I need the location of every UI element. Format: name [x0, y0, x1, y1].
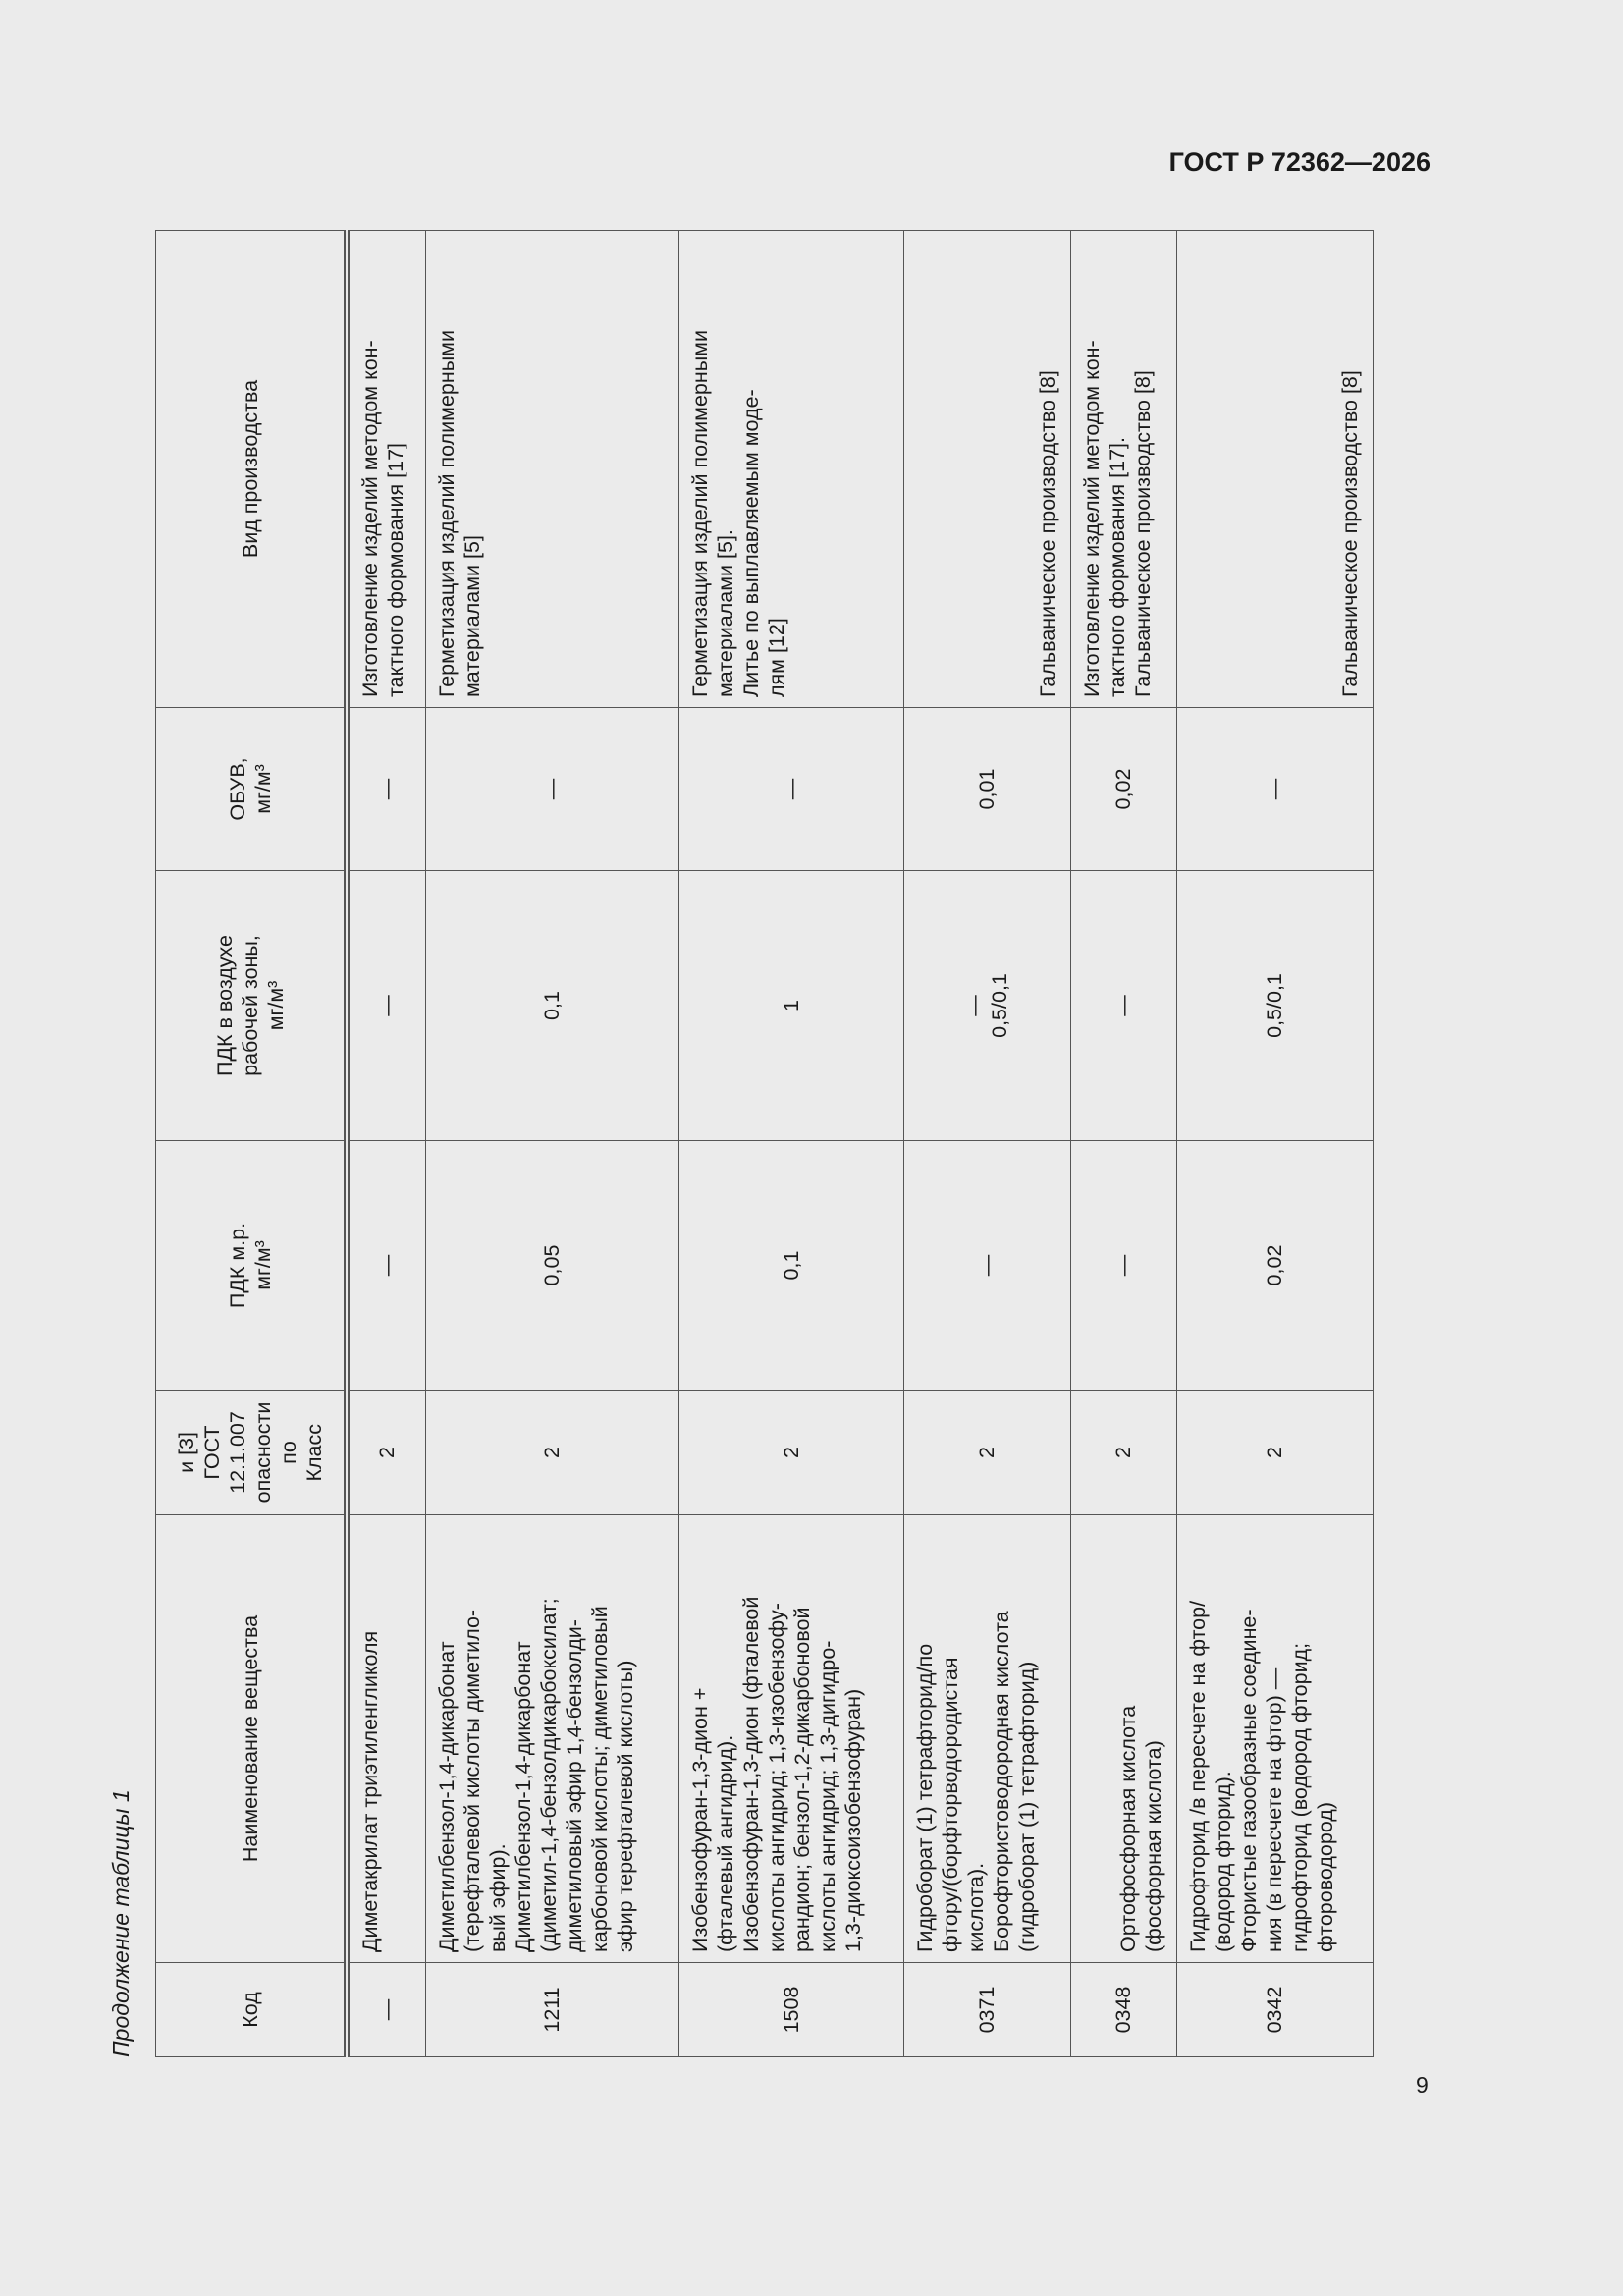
- cell-obuv: 0,02: [1070, 708, 1176, 871]
- cell-code: 0342: [1176, 1963, 1373, 2057]
- table-caption: Продолжение таблицы 1: [108, 1789, 134, 2057]
- table-row: [678, 231, 903, 2057]
- cell-pdk-mr: —: [347, 1141, 425, 1391]
- table-row: [425, 231, 678, 2057]
- cell-code: 1211: [425, 1963, 678, 2057]
- cell-name: Гидрофторид /в пересчете на фтор/ (водород фторид). Фтористые газообразные соедине- ния (в пересчете на фтор) — гидрофторид (водород фторид; фтороводород): [1176, 1515, 1373, 1963]
- cell-production: Изготовление изделий методом кон- тактного формования [17]: [347, 231, 425, 708]
- table-row: [903, 231, 1070, 2057]
- cell-obuv: —: [1176, 708, 1373, 871]
- cell-name: Диметилбензол-1,4-дикарбонат (терефталевой кислоты диметило- вый эфир). Диметилбензол-1,4-дикарбонат (диметил-1,4-бензолдикарбоксилат; диметиловый эфир 1,4-бензолди- карбоновой кислоты; диметиловый эфир терефталевой кислоты): [425, 1515, 678, 1963]
- cell-hazard-class: 2: [425, 1391, 678, 1515]
- header-pdk-work-zone: ПДК в воздухе рабочей зоны, мг/м³: [156, 871, 348, 1141]
- cell-pdk-work-zone: 0,5/0,1: [1176, 871, 1373, 1141]
- cell-production: Герметизация изделий полимерными материалами [5]. Литье по выплавляемым моде- лям [12]: [678, 231, 903, 708]
- substances-table: [155, 230, 1374, 2057]
- header-code: Код: [156, 1963, 348, 2057]
- cell-code: 0371: [903, 1963, 1070, 2057]
- cell-code: 1508: [678, 1963, 903, 2057]
- cell-hazard-class: 2: [903, 1391, 1070, 1515]
- cell-hazard-class: 2: [1070, 1391, 1176, 1515]
- cell-pdk-mr: 0,02: [1176, 1141, 1373, 1391]
- cell-pdk-work-zone: 1: [678, 871, 903, 1141]
- cell-production: Гальваническое производство [8]: [903, 231, 1070, 708]
- cell-pdk-work-zone: —: [1070, 871, 1176, 1141]
- cell-code: 0348: [1070, 1963, 1176, 2057]
- header-obuv: ОБУВ, мг/м³: [156, 708, 348, 871]
- cell-hazard-class: 2: [1176, 1391, 1373, 1515]
- cell-pdk-mr: 0,1: [678, 1141, 903, 1391]
- cell-obuv: —: [347, 708, 425, 871]
- cell-pdk-mr: —: [903, 1141, 1070, 1391]
- cell-hazard-class: 2: [678, 1391, 903, 1515]
- cell-pdk-mr: 0,05: [425, 1141, 678, 1391]
- cell-obuv: —: [678, 708, 903, 871]
- table-row: [347, 231, 425, 2057]
- cell-obuv: 0,01: [903, 708, 1070, 871]
- cell-production: Изготовление изделий методом кон- тактного формования [17]. Гальваническое производство [8]: [1070, 231, 1176, 708]
- rotated-table-block: [108, 231, 1483, 2057]
- cell-pdk-work-zone: —: [347, 871, 425, 1141]
- table-row: [1070, 231, 1176, 2057]
- cell-pdk-mr: —: [1070, 1141, 1176, 1391]
- header-name: Наименование вещества: [156, 1515, 348, 1963]
- standard-header: ГОСТ Р 72362—2026: [1168, 147, 1431, 177]
- cell-production: Гальваническое производство [8]: [1176, 231, 1373, 708]
- cell-pdk-work-zone: — 0,5/0,1: [903, 871, 1070, 1141]
- cell-name: Изобензофуран-1,3-дион + (фталевый ангидрид). Изобензофуран-1,3-дион (фталевой кислоты ангидрид; 1,3-изобензофу- рандион; бензол-1,2-дикарбоновой кислоты ангидрид; 1,3-дигидро- 1,3-диоксоизобензофуран): [678, 1515, 903, 1963]
- cell-production: Герметизация изделий полимерными материалами [5]: [425, 231, 678, 708]
- cell-name: Диметакрилат триэтиленгликоля: [347, 1515, 425, 1963]
- cell-name: Гидроборат (1) тетрафторид/по фтору/(борфторводородистая кислота). Борофтористоводородная кислота (гидроборат (1) тетрафторид): [903, 1515, 1070, 1963]
- table-row: [1176, 231, 1373, 2057]
- header-production: Вид производства: [156, 231, 348, 708]
- page-number: 9: [1416, 2072, 1429, 2098]
- cell-name: Ортофосфорная кислота (фосфорная кислота): [1070, 1515, 1176, 1963]
- cell-pdk-work-zone: 0,1: [425, 871, 678, 1141]
- cell-hazard-class: 2: [347, 1391, 425, 1515]
- header-pdk-mr: ПДК м.р. мг/м³: [156, 1141, 348, 1391]
- cell-code: —: [347, 1963, 425, 2057]
- cell-obuv: —: [425, 708, 678, 871]
- header-row: [156, 231, 348, 2057]
- header-hazard-class: Класс опасности по ГОСТ 12.1.007 и [3]: [156, 1391, 348, 1515]
